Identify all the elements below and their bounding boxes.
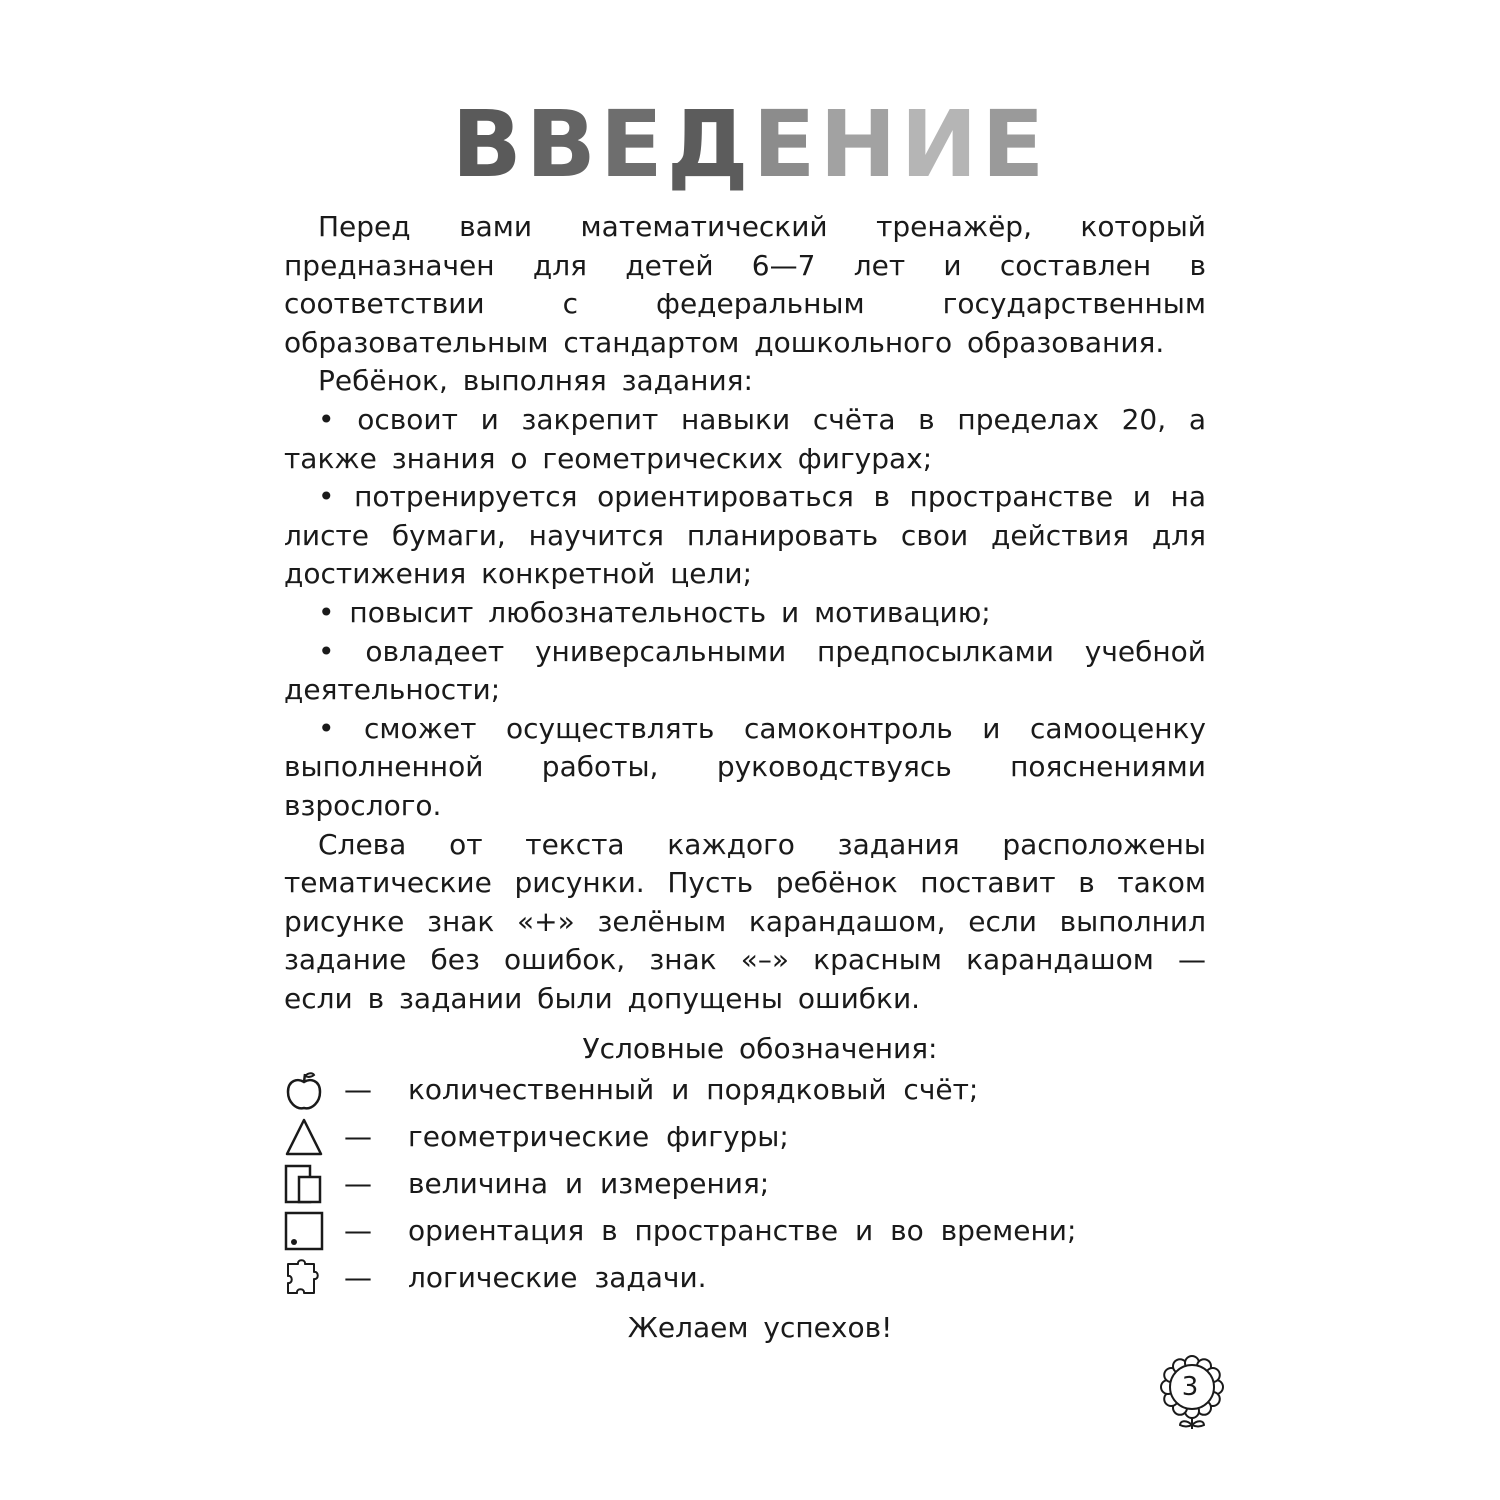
legend-label: логические задачи.: [408, 1260, 707, 1294]
legend-item: [282, 1207, 1222, 1254]
legend-title: Условные обозначения:: [582, 1032, 938, 1065]
intro-text: [284, 208, 1206, 1018]
legend-label: количественный и порядковый счёт;: [408, 1072, 979, 1106]
page-number: 3: [1181, 1372, 1199, 1402]
legend-dash: —: [344, 1072, 372, 1106]
legend-label: ориентация в пространстве и во времени;: [408, 1213, 1077, 1247]
title-letter: Е: [599, 91, 667, 198]
page-title: [0, 91, 1500, 198]
legend-dash: —: [344, 1213, 372, 1247]
legend-label: величина и измерения;: [408, 1166, 770, 1200]
legend-dash: —: [344, 1166, 372, 1200]
rectangles-icon: [282, 1162, 326, 1206]
title-letter: В: [451, 91, 526, 198]
title-letter: Д: [666, 91, 753, 198]
legend-label: геометрические фигуры;: [408, 1119, 789, 1153]
intro-paragraph: Перед вами математический тренажёр, который предназначен для детей 6—7 лет и составлен в соответствии с федеральным государственным образовательным стандартом дошкольного образования.: [284, 210, 1206, 359]
title-letter: Е: [752, 91, 820, 198]
intro-paragraph: Слева от текста каждого задания расположены тематические рисунки. Пусть ребёнок поставит в таком рисунке знак «+» зелёным карандашом, если выполнил задание без ошибок, знак «–» красным карандашом — если в задании были допущены ошибки.: [284, 827, 1206, 1015]
legend-item: [282, 1113, 1222, 1160]
title-letter: Е: [981, 91, 1049, 198]
legend-item: [282, 1254, 1222, 1301]
bullet-item: • повысит любознательность и мотивацию;: [318, 595, 991, 629]
legend-dash: —: [344, 1119, 372, 1153]
bullet-item: • освоит и закрепит навыки счёта в пределах 20, а также знания о геометрических фигурах;: [284, 402, 1206, 475]
intro-paragraph: Ребёнок, выполняя задания:: [318, 364, 753, 398]
bullet-item: • сможет осуществлять самоконтроль и самооценку выполненной работы, руководствуясь пояснениями взрослого.: [284, 711, 1206, 822]
closing-wish: Желаем успехов!: [627, 1311, 893, 1344]
square-dot-icon: [282, 1209, 326, 1253]
legend-item: [282, 1066, 1222, 1113]
legend-dash: —: [344, 1260, 372, 1294]
bullet-item: • потренируется ориентироваться в пространстве и на листе бумаги, научится планировать свои действия для достижения конкретной цели;: [284, 480, 1206, 591]
puzzle-icon: [282, 1256, 326, 1300]
bullet-item: • овладеет универсальными предпосылками учебной деятельности;: [284, 634, 1206, 707]
legend: [282, 1066, 1222, 1301]
title-letter: Н: [819, 91, 901, 198]
apple-icon: [282, 1068, 326, 1112]
legend-item: [282, 1160, 1222, 1207]
triangle-icon: [282, 1115, 326, 1159]
title-letter: В: [525, 91, 600, 198]
title-letter: И: [900, 91, 982, 198]
